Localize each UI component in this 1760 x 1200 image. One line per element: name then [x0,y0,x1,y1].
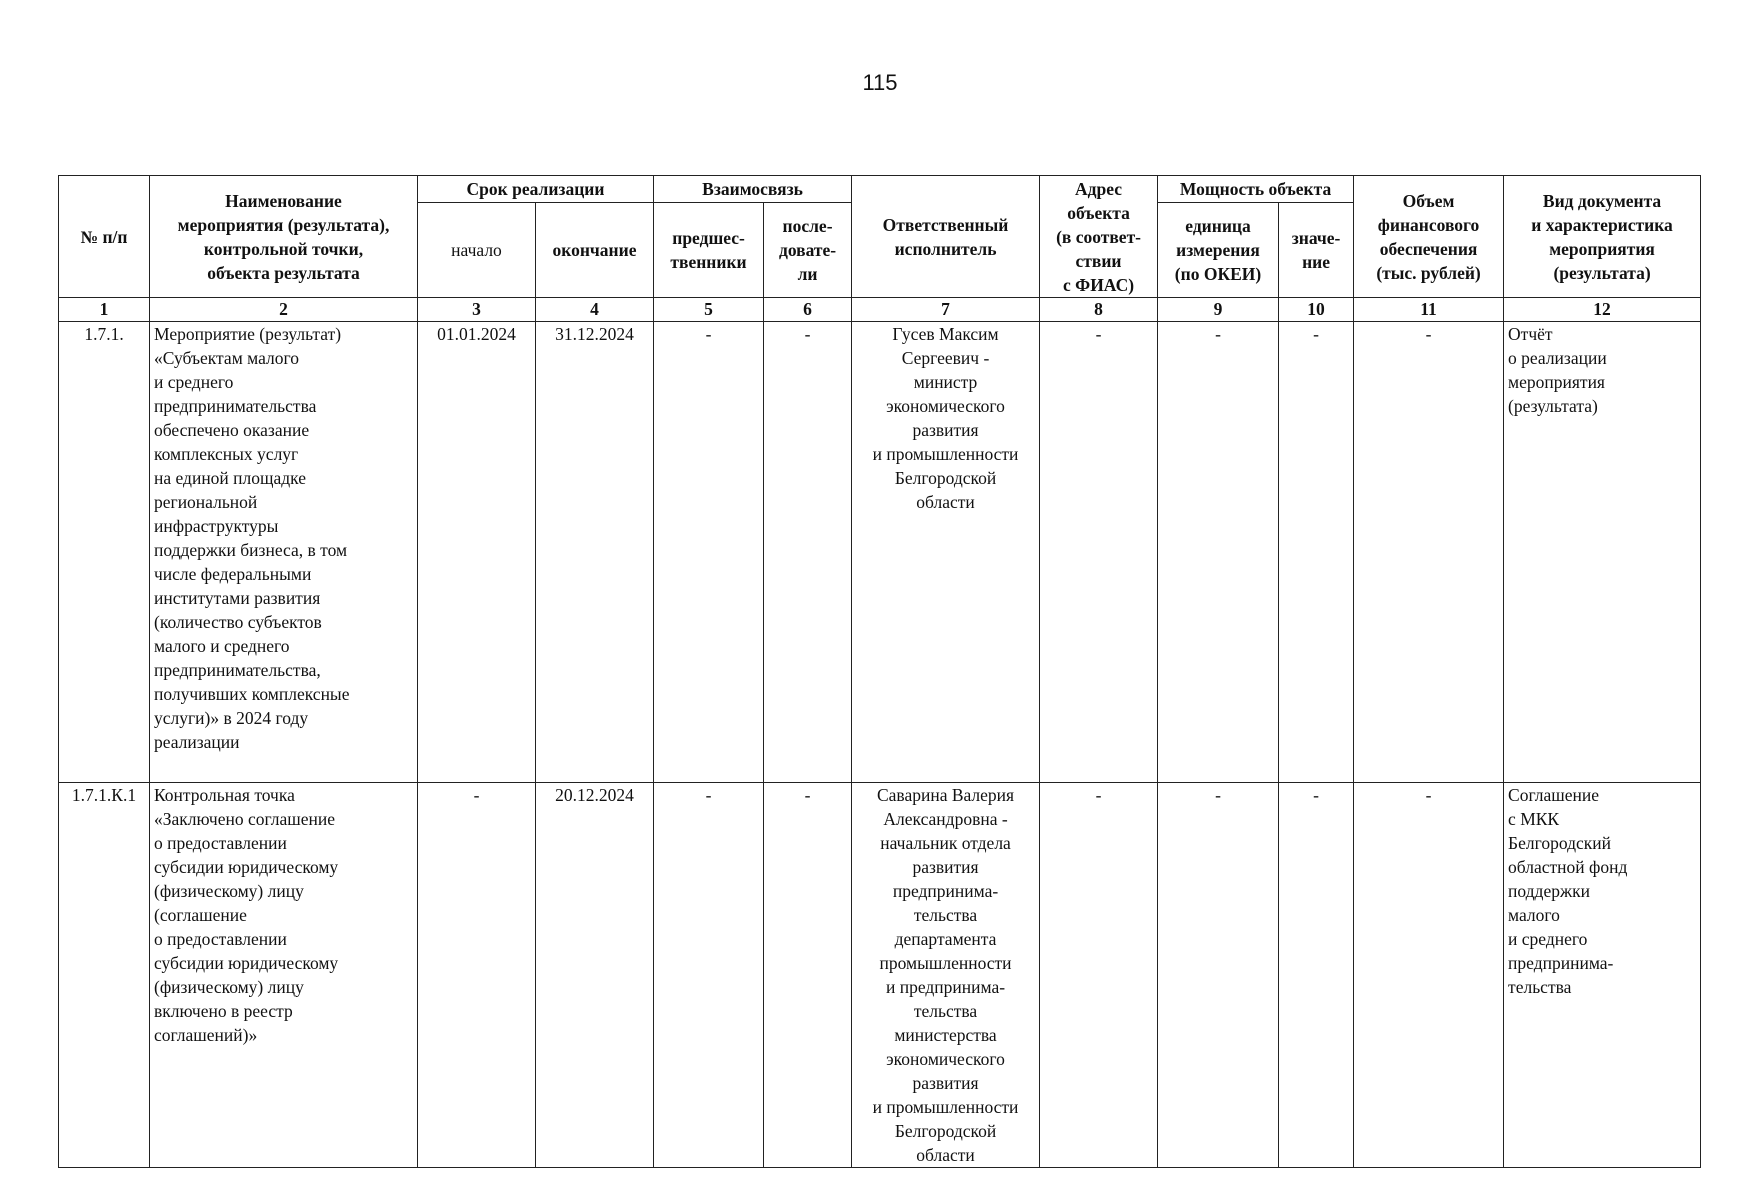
header-predecessors: предшес- твенники [654,203,764,298]
header-relation: Взаимосвязь [654,176,852,203]
row-start: - [418,783,536,1168]
column-number: 7 [852,298,1040,322]
header-period-end: окончание [536,203,654,298]
row-start: 01.01.2024 [418,322,536,783]
column-number: 2 [150,298,418,322]
row-successors: - [764,322,852,783]
row-predecessors: - [654,783,764,1168]
column-number: 9 [1158,298,1279,322]
row-successors: - [764,783,852,1168]
row-name: Контрольная точка «Заключено соглашение о предоставлении субсидии юридическому (физическому) лицу (соглашение о предоставлении субсидии юридическому (физическому) лицу включено в реестр соглашений)» [150,783,418,1168]
header-successors: после- довате- ли [764,203,852,298]
header-capacity: Мощность объекта [1158,176,1354,203]
header-responsible: Ответственный исполнитель [852,176,1040,298]
header-address: Адрес объекта (в соответ- ствии с ФИАС) [1040,176,1158,298]
header-num: № п/п [59,176,150,298]
column-number: 6 [764,298,852,322]
header-doc-type: Вид документа и характеристика мероприятия (результата) [1504,176,1701,298]
row-unit: - [1158,783,1279,1168]
column-number: 4 [536,298,654,322]
row-num: 1.7.1.К.1 [59,783,150,1168]
header-row-top [59,176,1701,203]
row-funding: - [1354,322,1504,783]
header-name: Наименование мероприятия (результата), контрольной точки, объекта результата [150,176,418,298]
row-responsible: Гусев Максим Сергеевич - министр экономического развития и промышленности Белгородской области [852,322,1040,783]
column-number: 12 [1504,298,1701,322]
header-funding: Объем финансового обеспечения (тыс. рублей) [1354,176,1504,298]
row-end: 31.12.2024 [536,322,654,783]
header-period: Срок реализации [418,176,654,203]
row-num: 1.7.1. [59,322,150,783]
header-period-start: начало [418,203,536,298]
column-number: 11 [1354,298,1504,322]
row-doc-type: Отчёт о реализации мероприятия (результата) [1504,322,1701,783]
row-address: - [1040,322,1158,783]
page-number: 115 [862,70,898,95]
table-row [59,783,1701,1168]
row-value: - [1279,322,1354,783]
column-number: 5 [654,298,764,322]
table-row [59,322,1701,783]
implementation-plan-table [58,175,1701,1168]
column-number: 1 [59,298,150,322]
row-name: Мероприятие (результат) «Субъектам малого и среднего предпринимательства обеспечено оказание комплексных услуг на единой площадке региональной инфраструктуры поддержки бизнеса, в том числе федеральными институтами развития (количество субъектов малого и среднего предпринимательства, получивших комплексные услуги)» в 2024 году реализации [150,322,418,783]
row-value: - [1279,783,1354,1168]
row-responsible: Саварина Валерия Александровна - начальник отдела развития предпринима- тельства департамента промышленности и предпринима- тельства министерства экономического развития и промышленности Белгородской области [852,783,1040,1168]
column-number: 8 [1040,298,1158,322]
column-number-row [59,298,1701,322]
row-unit: - [1158,322,1279,783]
header-value: значе- ние [1279,203,1354,298]
row-end: 20.12.2024 [536,783,654,1168]
header-unit: единица измерения (по ОКЕИ) [1158,203,1279,298]
row-address: - [1040,783,1158,1168]
row-funding: - [1354,783,1504,1168]
row-doc-type: Соглашение с МКК Белгородский областной фонд поддержки малого и среднего предпринима- тельства [1504,783,1701,1168]
row-predecessors: - [654,322,764,783]
column-number: 10 [1279,298,1354,322]
column-number: 3 [418,298,536,322]
